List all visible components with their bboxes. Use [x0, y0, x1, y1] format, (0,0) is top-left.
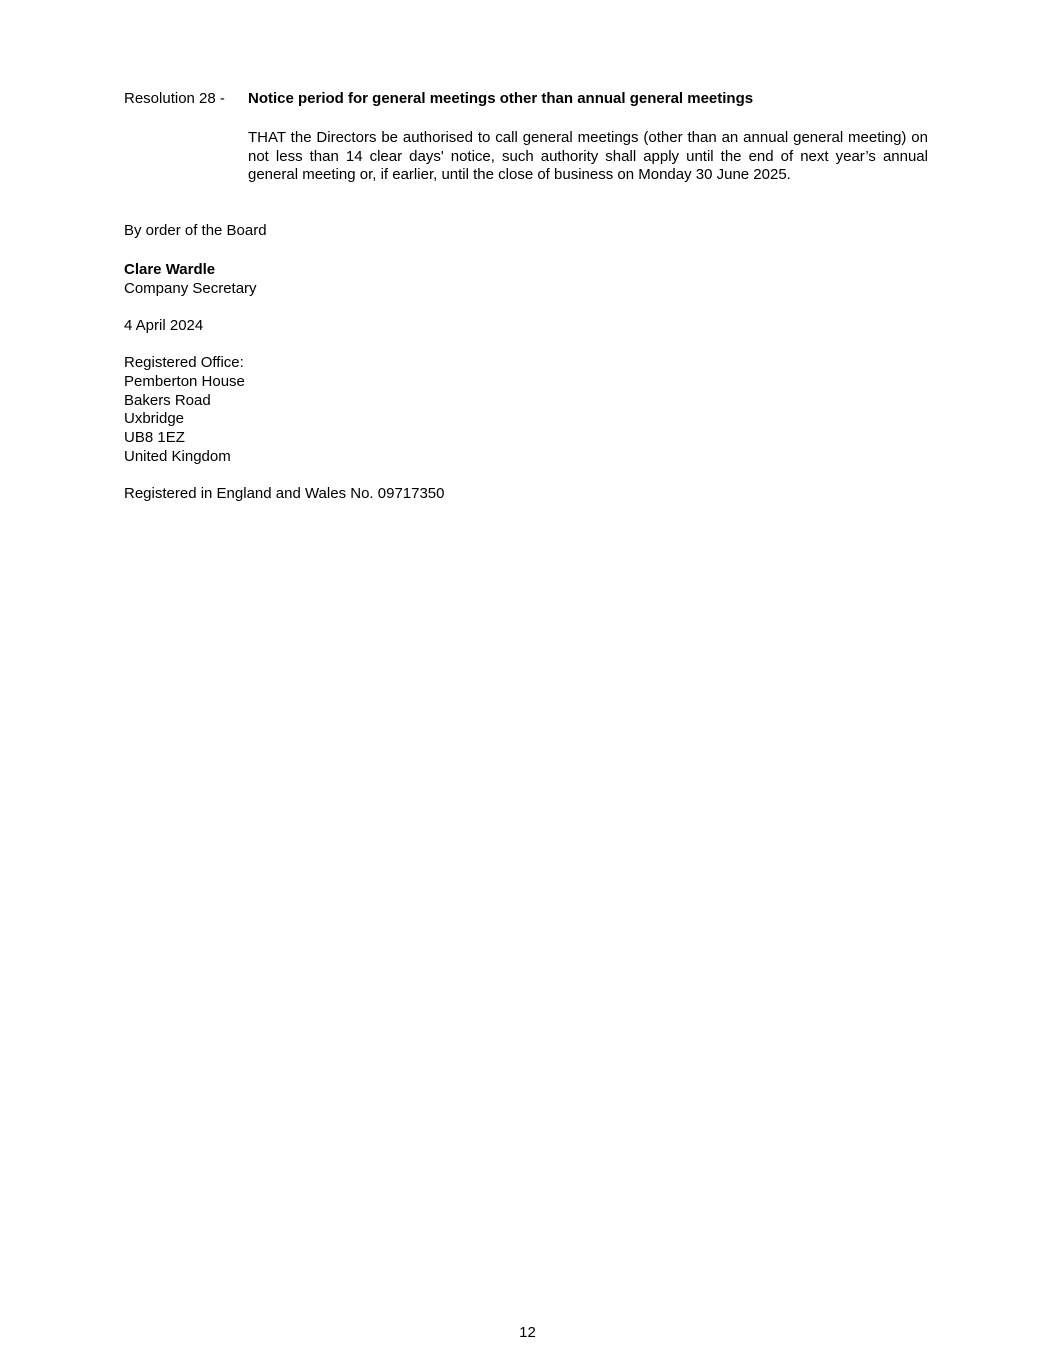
registered-office-line: Bakers Road [124, 392, 211, 409]
resolution-text: THAT the Directors be authorised to call general meetings (other than an annual general meeting) on not less than 14 clear days' notice, such authority shall apply until the end of next year’s annual general meeting or, if earlier, until the close of business on Monday 30 June 2025. [248, 129, 928, 184]
by-order-text: By order of the Board [124, 222, 267, 239]
registered-office-line: Pemberton House [124, 373, 245, 390]
resolution-title: Notice period for general meetings other than annual general meetings [248, 90, 754, 107]
notice-date: 4 April 2024 [124, 317, 204, 334]
registered-office-label: Registered Office: [124, 354, 244, 371]
registered-office-line: Uxbridge [124, 410, 185, 427]
resolution-number: Resolution 28 - [124, 90, 225, 107]
signatory-role: Company Secretary [124, 280, 257, 297]
registered-office-line: UB8 1EZ [124, 429, 185, 446]
registration-number: Registered in England and Wales No. 09717350 [124, 485, 445, 502]
registered-office-line: United Kingdom [124, 448, 231, 465]
page-number: 12 [519, 1324, 536, 1341]
signatory-name: Clare Wardle [124, 261, 216, 278]
